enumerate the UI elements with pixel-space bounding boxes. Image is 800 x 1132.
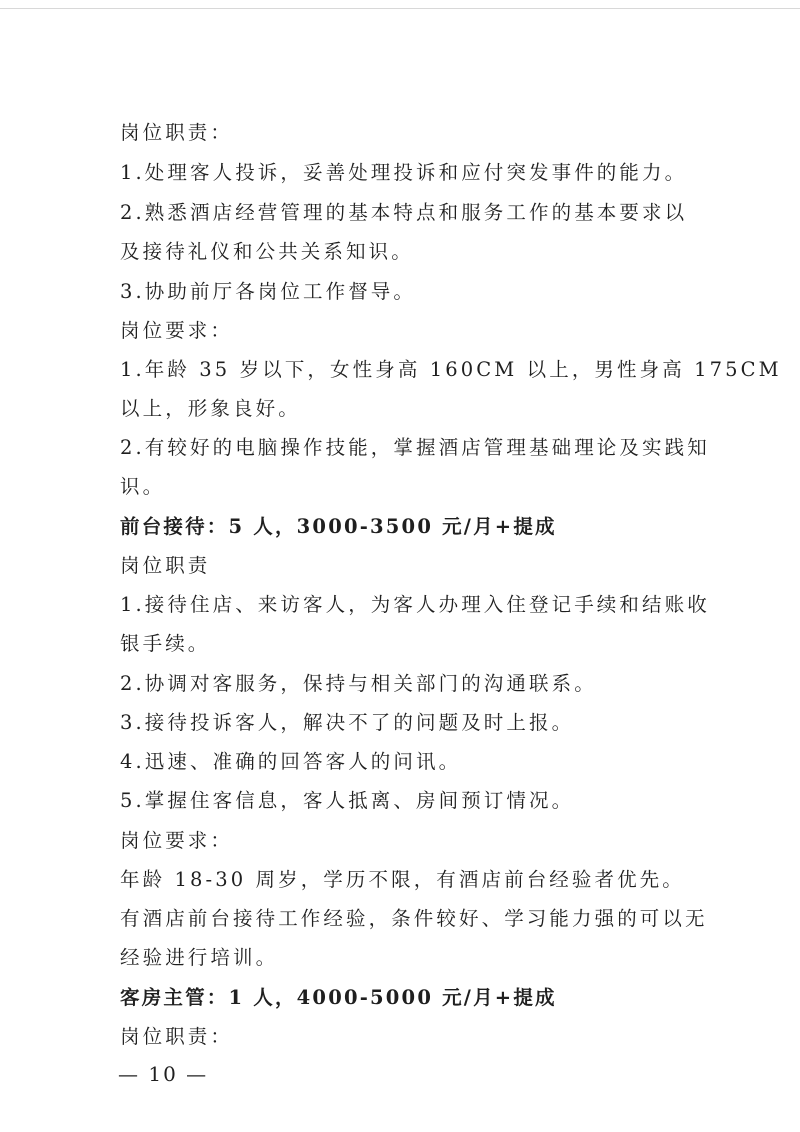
requirement-item-2: 2.有较好的电脑操作技能，掌握酒店管理基础理论及实践知: [120, 436, 710, 459]
duty-item-2: 2.熟悉酒店经营管理的基本特点和服务工作的基本要求以: [120, 201, 688, 224]
position-title-housekeeping-supervisor: 客房主管：1 人，4000-5000 元/月+提成: [120, 986, 557, 1009]
requirement-item-1: 1.年龄 35 岁以下，女性身高 160CM 以上，男性身高 175CM: [120, 358, 782, 381]
duty-item-3: 3.接待投诉客人，解决不了的问题及时上报。: [120, 711, 575, 734]
page-number: — 10 —: [118, 1062, 209, 1086]
requirement-item-1-cont: 以上，形象良好。: [120, 397, 301, 420]
heading-job-duties: 岗位职责: [120, 554, 211, 577]
duty-item-2: 2.协调对客服务，保持与相关部门的沟通联系。: [120, 672, 597, 695]
page-top-edge: [0, 8, 800, 9]
requirement-line-2: 有酒店前台接待工作经验，条件较好、学习能力强的可以无: [120, 907, 708, 930]
duty-item-5: 5.掌握住客信息，客人抵离、房间预订情况。: [120, 789, 575, 812]
duty-item-1: 1.处理客人投诉，妥善处理投诉和应付突发事件的能力。: [120, 161, 688, 184]
position-title-front-desk: 前台接待：5 人，3000-3500 元/月+提成: [120, 515, 557, 538]
requirement-line-2-cont: 经验进行培训。: [120, 946, 279, 969]
duty-item-1-cont: 银手续。: [120, 632, 211, 655]
requirement-item-2-cont: 识。: [120, 475, 166, 498]
requirement-line-1: 年龄 18-30 周岁，学历不限，有酒店前台经验者优先。: [120, 868, 685, 891]
heading-job-duties: 岗位职责：: [120, 1025, 234, 1048]
heading-job-requirements: 岗位要求：: [120, 829, 234, 852]
heading-job-duties: 岗位职责：: [120, 121, 234, 144]
duty-item-1: 1.接待住店、来访客人，为客人办理入住登记手续和结账收: [120, 593, 710, 616]
heading-job-requirements: 岗位要求：: [120, 319, 234, 342]
duty-item-2-cont: 及接待礼仪和公共关系知识。: [120, 240, 414, 263]
duty-item-3: 3.协助前厅各岗位工作督导。: [120, 280, 417, 303]
duty-item-4: 4.迅速、准确的回答客人的问讯。: [120, 750, 462, 773]
